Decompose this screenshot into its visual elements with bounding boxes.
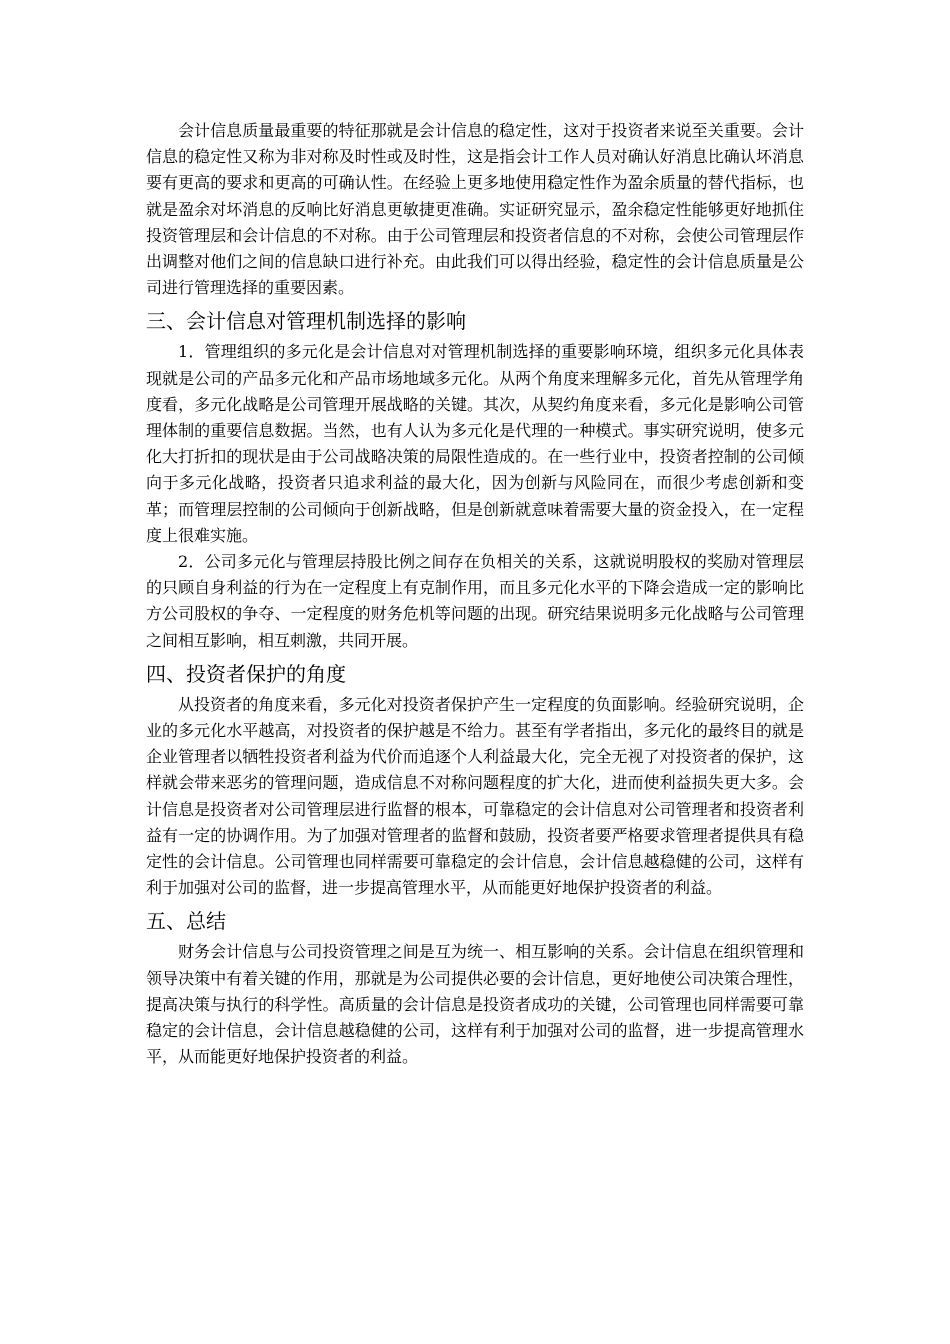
- section-3-paragraph-1: 1．管理组织的多元化是会计信息对对管理机制选择的重要影响环境，组织多元化具体表现就是公司的产品多元化和产品市场地域多元化。从两个角度来理解多元化，首先从管理学角度看，多元化战略是公司管理开展战略的关键。其次，从契约角度来看，多元化是影响公司管理体制的重要信息数据。当然，也有人认为多元化是代理的一种模式。事实研究说明，使多元化大打折扣的现状是由于公司战略决策的局限性造成的。在一些行业中，投资者控制的公司倾向于多元化战略，投资者只追求利益的最大化，因为创新与风险同在，而很少考虑创新和变革；而管理层控制的公司倾向于创新战略，但是创新就意味着需要大量的资金投入，在一定程度上很难实施。: [146, 342, 804, 545]
- section-5-heading: 五、总结: [146, 909, 226, 934]
- section-3-heading: 三、会计信息对管理机制选择的影响: [146, 309, 466, 334]
- intro-paragraph: 会计信息质量最重要的特征那就是会计信息的稳定性，这对于投资者来说至关重要。会计信息的稳定性又称为非对称及时性或及时性，这是指会计工作人员对确认好消息比确认坏消息要有更高的要求和更高的可确认性。在经验上更多地使用稳定性作为盈余质量的替代指标，也就是盈余对坏消息的反响比好消息更敏捷更准确。实证研究显示，盈余稳定性能够更好地抓住投资管理层和会计信息的不对称。由于公司管理层和投资者信息的不对称，会使公司管理层作出调整对他们之间的信息缺口进行补充。由此我们可以得出经验，稳定性的会计信息质量是公司进行管理选择的重要因素。: [146, 121, 804, 298]
- document-page: [146, 118, 804, 1071]
- section-4-paragraph: 从投资者的角度来看，多元化对投资者保护产生一定程度的负面影响。经验研究说明，企业的多元化水平越高，对投资者的保护越是不给力。甚至有学者指出，多元化的最终目的就是企业管理者以牺牲投资者利益为代价而追逐个人利益最大化，完全无视了对投资者的保护，这样就会带来恶劣的管理问题，造成信息不对称问题程度的扩大化，进而使利益损失更大多。会计信息是投资者对公司管理层进行监督的根本，可靠稳定的会计信息对公司管理者和投资者利益有一定的协调作用。为了加强对管理者的监督和鼓励，投资者要严格要求管理者提供具有稳定性的会计信息。公司管理也同样需要可靠稳定的会计信息，会计信息越稳健的公司，这样有利于加强对公司的监督，进一步提高管理水平，从而能更好地保护投资者的利益。: [146, 694, 804, 898]
- section-5-paragraph: 财务会计信息与公司投资管理之间是互为统一、相互影响的关系。会计信息在组织管理和领导决策中有着关键的作用，那就是为公司提供必要的会计信息，更好地使公司决策合理性，提高决策与执行的科学性。高质量的会计信息是投资者成功的关键，公司管理也同样需要可靠稳定的会计信息，会计信息越稳健的公司，这样有利于加强对公司的监督，进一步提高管理水平，从而能更好地保护投资者的利益。: [146, 942, 804, 1067]
- section-3-paragraph-2: 2．公司多元化与管理层持股比例之间存在负相关的关系，这就说明股权的奖励对管理层的只顾自身利益的行为在一定程度上有克制作用，而且多元化水平的下降会造成一定的影响比方公司股权的争夺、一定程度的财务危机等问题的出现。研究结果说明多元化战略与公司管理之间相互影响，相互刺激，共同开展。: [146, 552, 804, 650]
- section-4-heading: 四、投资者保护的角度: [146, 661, 346, 686]
